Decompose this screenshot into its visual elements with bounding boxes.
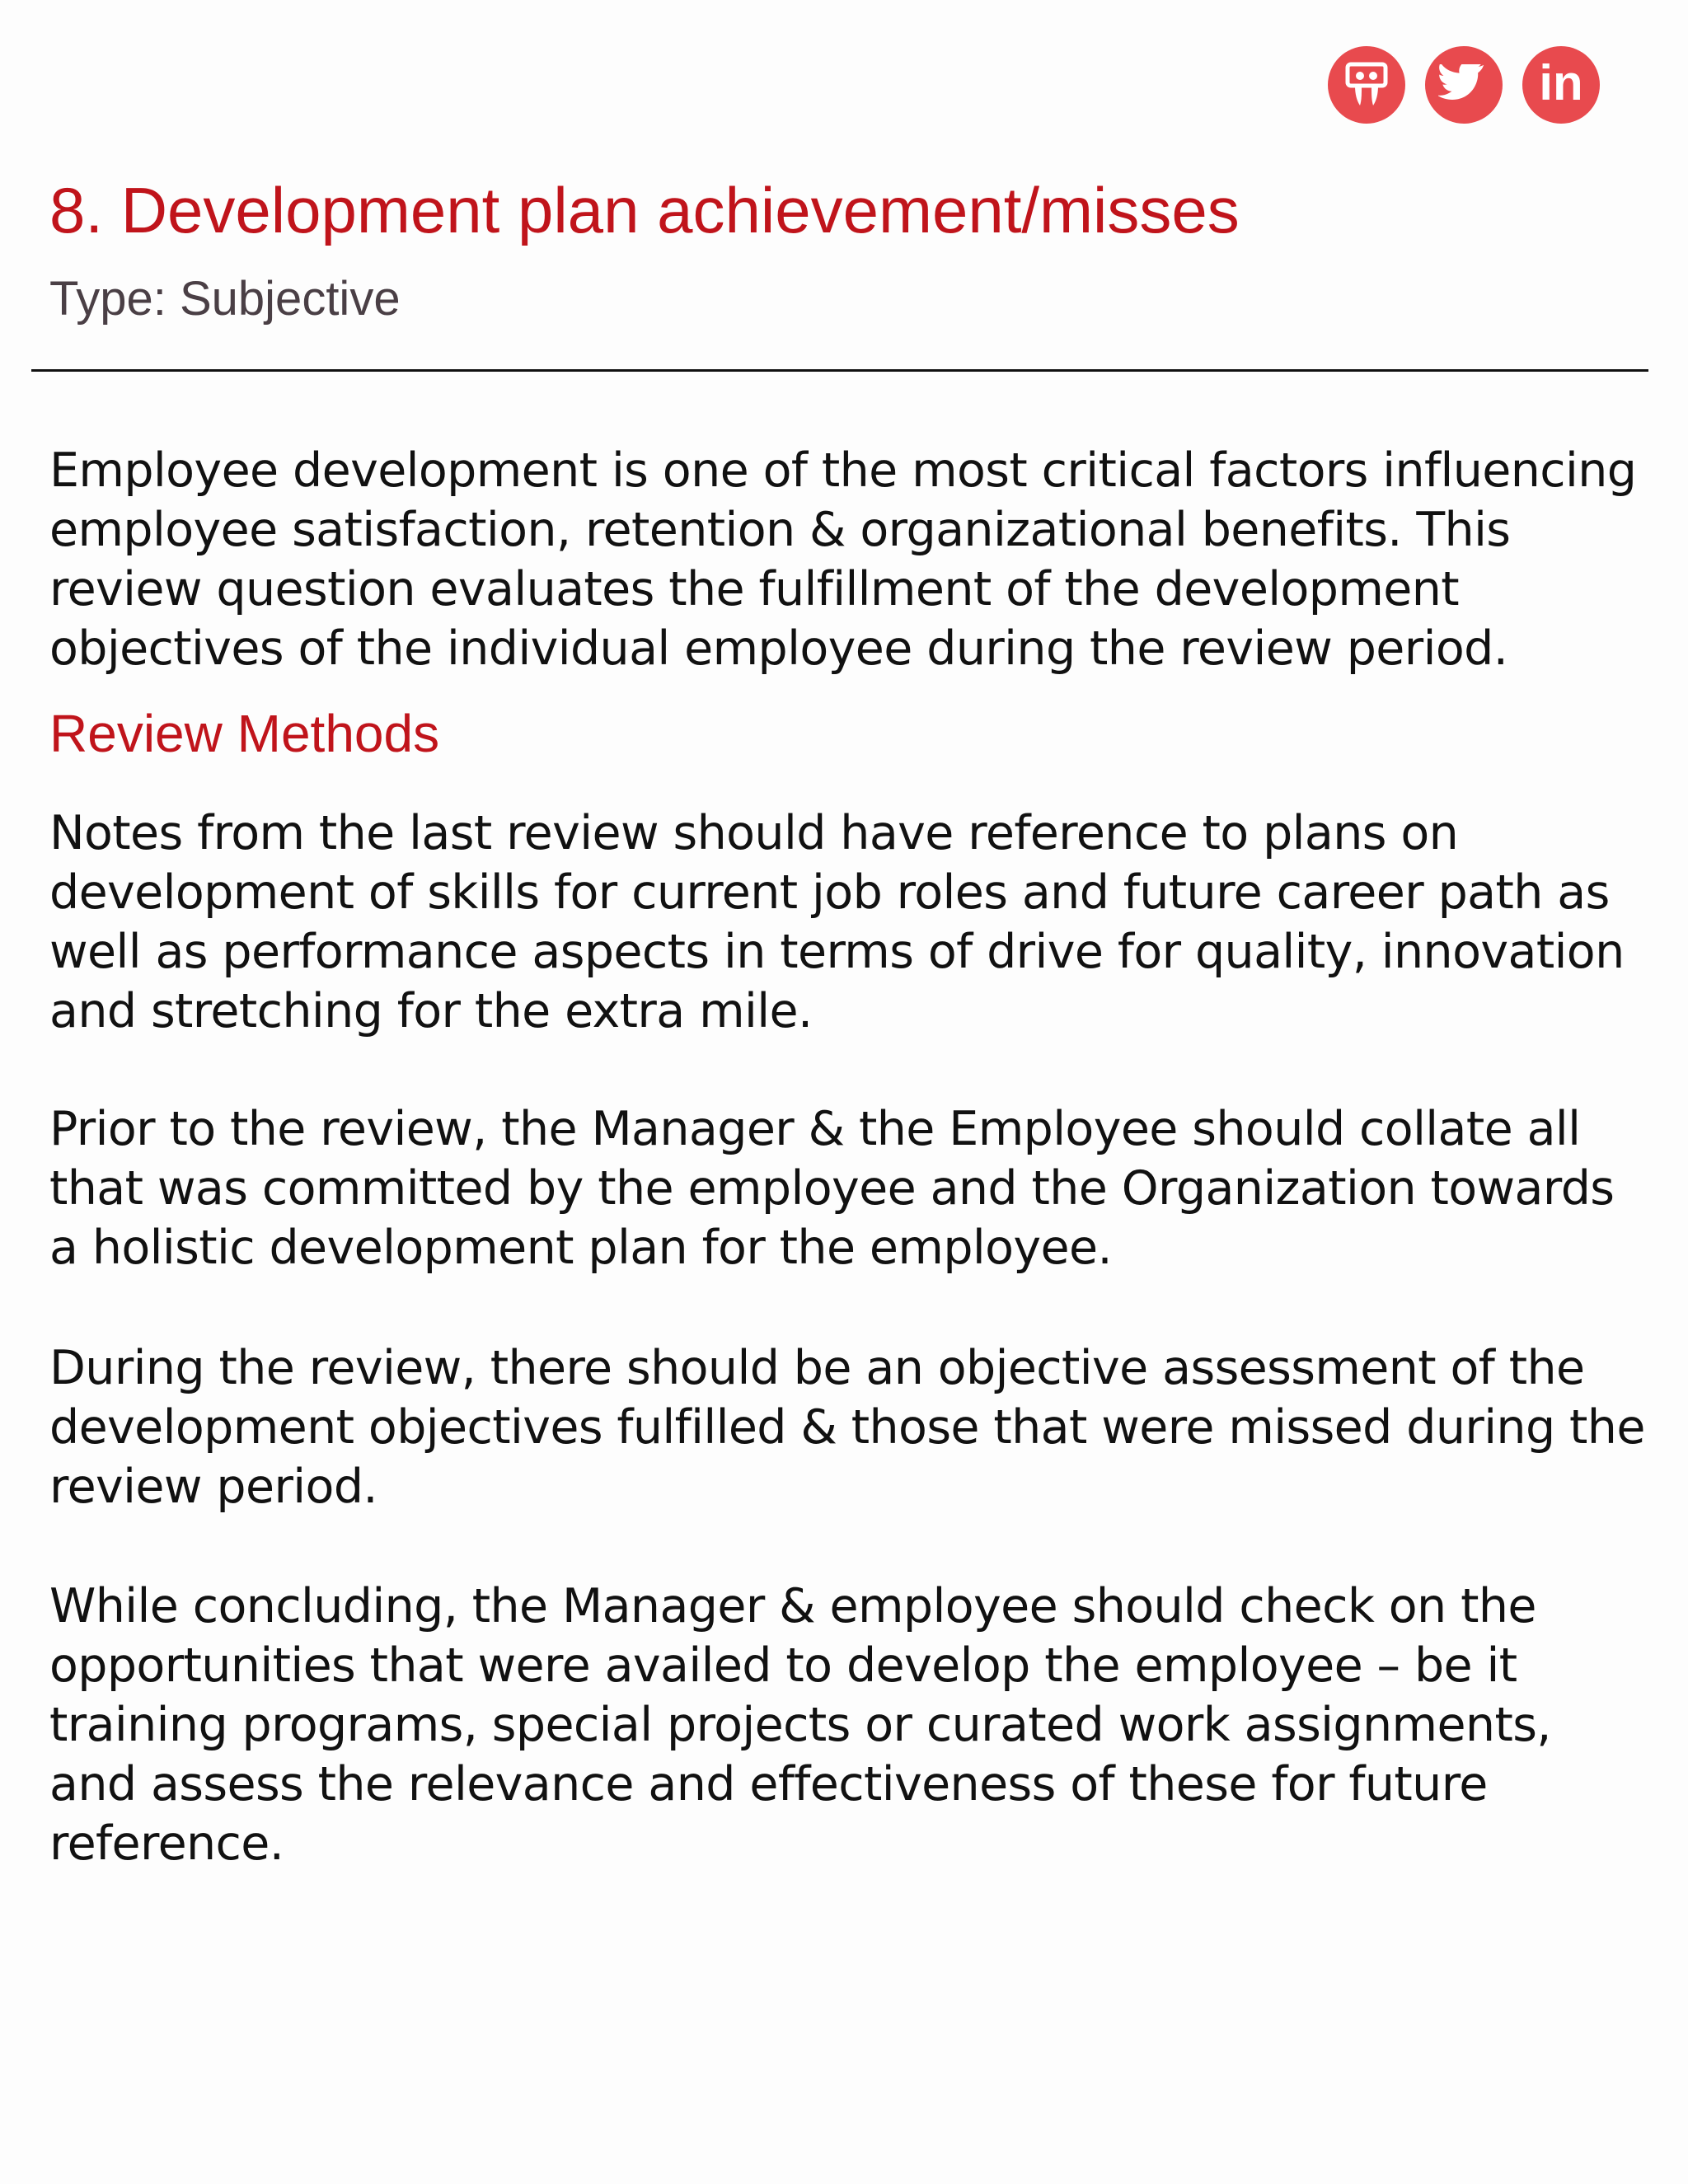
review-paragraph-3: During the review, there should be an objective assessment of the development objectives fulfilled & those that were missed during the review period.: [49, 1341, 1645, 1514]
review-methods-heading: Review Methods: [49, 704, 440, 763]
review-paragraph-4: While concluding, the Manager & employee should check on the opportunities that were availed to develop the employee – be it training programs, special projects or curated work assignments, and assess the relevance and effectiveness of these for future reference.: [49, 1579, 1551, 1871]
question-type: Type: Subjective: [49, 272, 401, 326]
slideshare-glyph: [1344, 61, 1389, 109]
slideshare-icon[interactable]: [1328, 46, 1405, 124]
linkedin-label: in: [1539, 55, 1583, 110]
social-links: [1328, 46, 1600, 124]
twitter-glyph: [1438, 64, 1489, 105]
review-paragraph-1: Notes from the last review should have reference to plans on development of skills for current job roles and future career path as well as performance aspects in terms of drive for quality, innovation and stretching for the extra mile.: [49, 806, 1625, 1038]
twitter-icon[interactable]: [1425, 46, 1503, 124]
divider: [31, 369, 1648, 372]
review-paragraph-2: Prior to the review, the Manager & the Employee should collate all that was committed by the employee and the Organization towards a holistic development plan for the employee.: [49, 1102, 1615, 1275]
page-title: 8. Development plan achievement/misses: [49, 174, 1240, 246]
intro-paragraph: Employee development is one of the most critical factors influencing employee satisfaction, retention & organizational benefits. This review question evaluates the fulfillment of the development objectives of the individual employee during the review period.: [49, 443, 1637, 676]
linkedin-icon[interactable]: [1522, 46, 1600, 124]
